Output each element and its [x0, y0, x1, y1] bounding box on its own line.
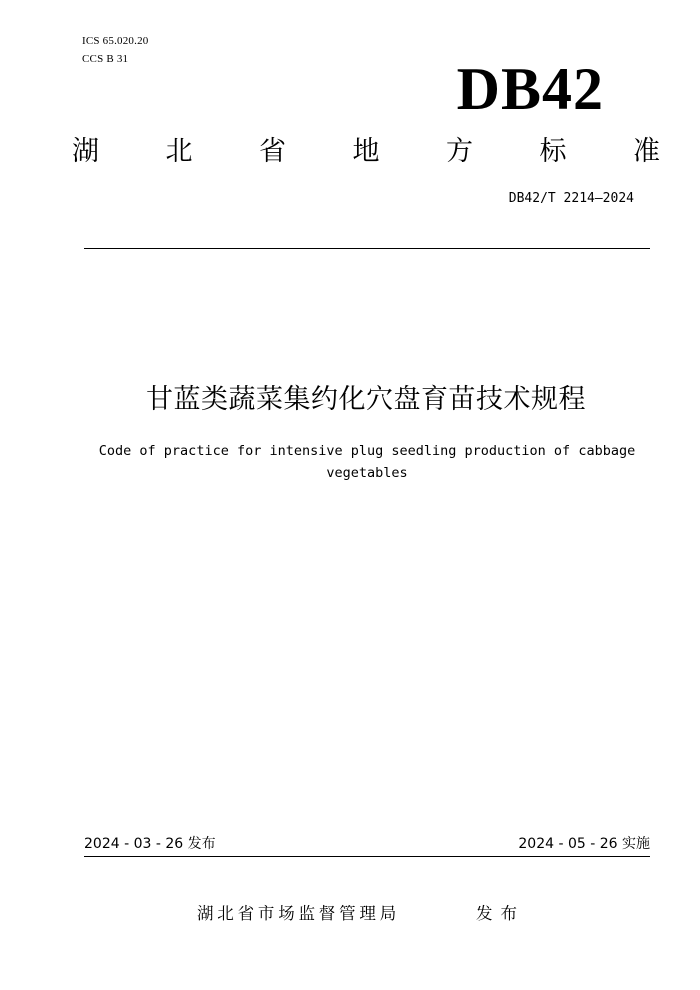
issuing-authority: 湖北省市场监督管理局 [197, 904, 400, 923]
ccs-code: CCS B 31 [82, 53, 129, 65]
standard-type-char: 方 [446, 136, 473, 167]
implementation-date: 2024 - 05 - 26 实施 [518, 836, 650, 852]
standard-type-char: 准 [633, 136, 660, 167]
top-divider [84, 248, 650, 249]
standard-type-char: 湖 [72, 136, 99, 167]
ics-code: ICS 65.020.20 [82, 35, 149, 47]
document-title-chinese: 甘蓝类蔬菜集约化穴盘育苗技术规程 [146, 384, 586, 415]
standard-type-char: 省 [259, 136, 286, 167]
standard-type-char: 北 [165, 136, 193, 167]
title-english-line-1: Code of practice for intensive plug seedling production of cabbage [98, 443, 636, 459]
issuing-action: 发布 [476, 904, 525, 923]
document-title-english [82, 440, 652, 484]
title-english-line-2: vegetables [326, 465, 408, 481]
standard-number: DB42/T 2214—2024 [508, 191, 634, 206]
bottom-divider [84, 856, 650, 857]
issue-date: 2024 - 03 - 26 发布 [84, 836, 216, 852]
standard-type-char: 标 [539, 136, 567, 167]
db-logo: DB42 [456, 56, 604, 122]
standard-type-heading [72, 132, 660, 172]
standard-type-char: 地 [352, 136, 380, 167]
